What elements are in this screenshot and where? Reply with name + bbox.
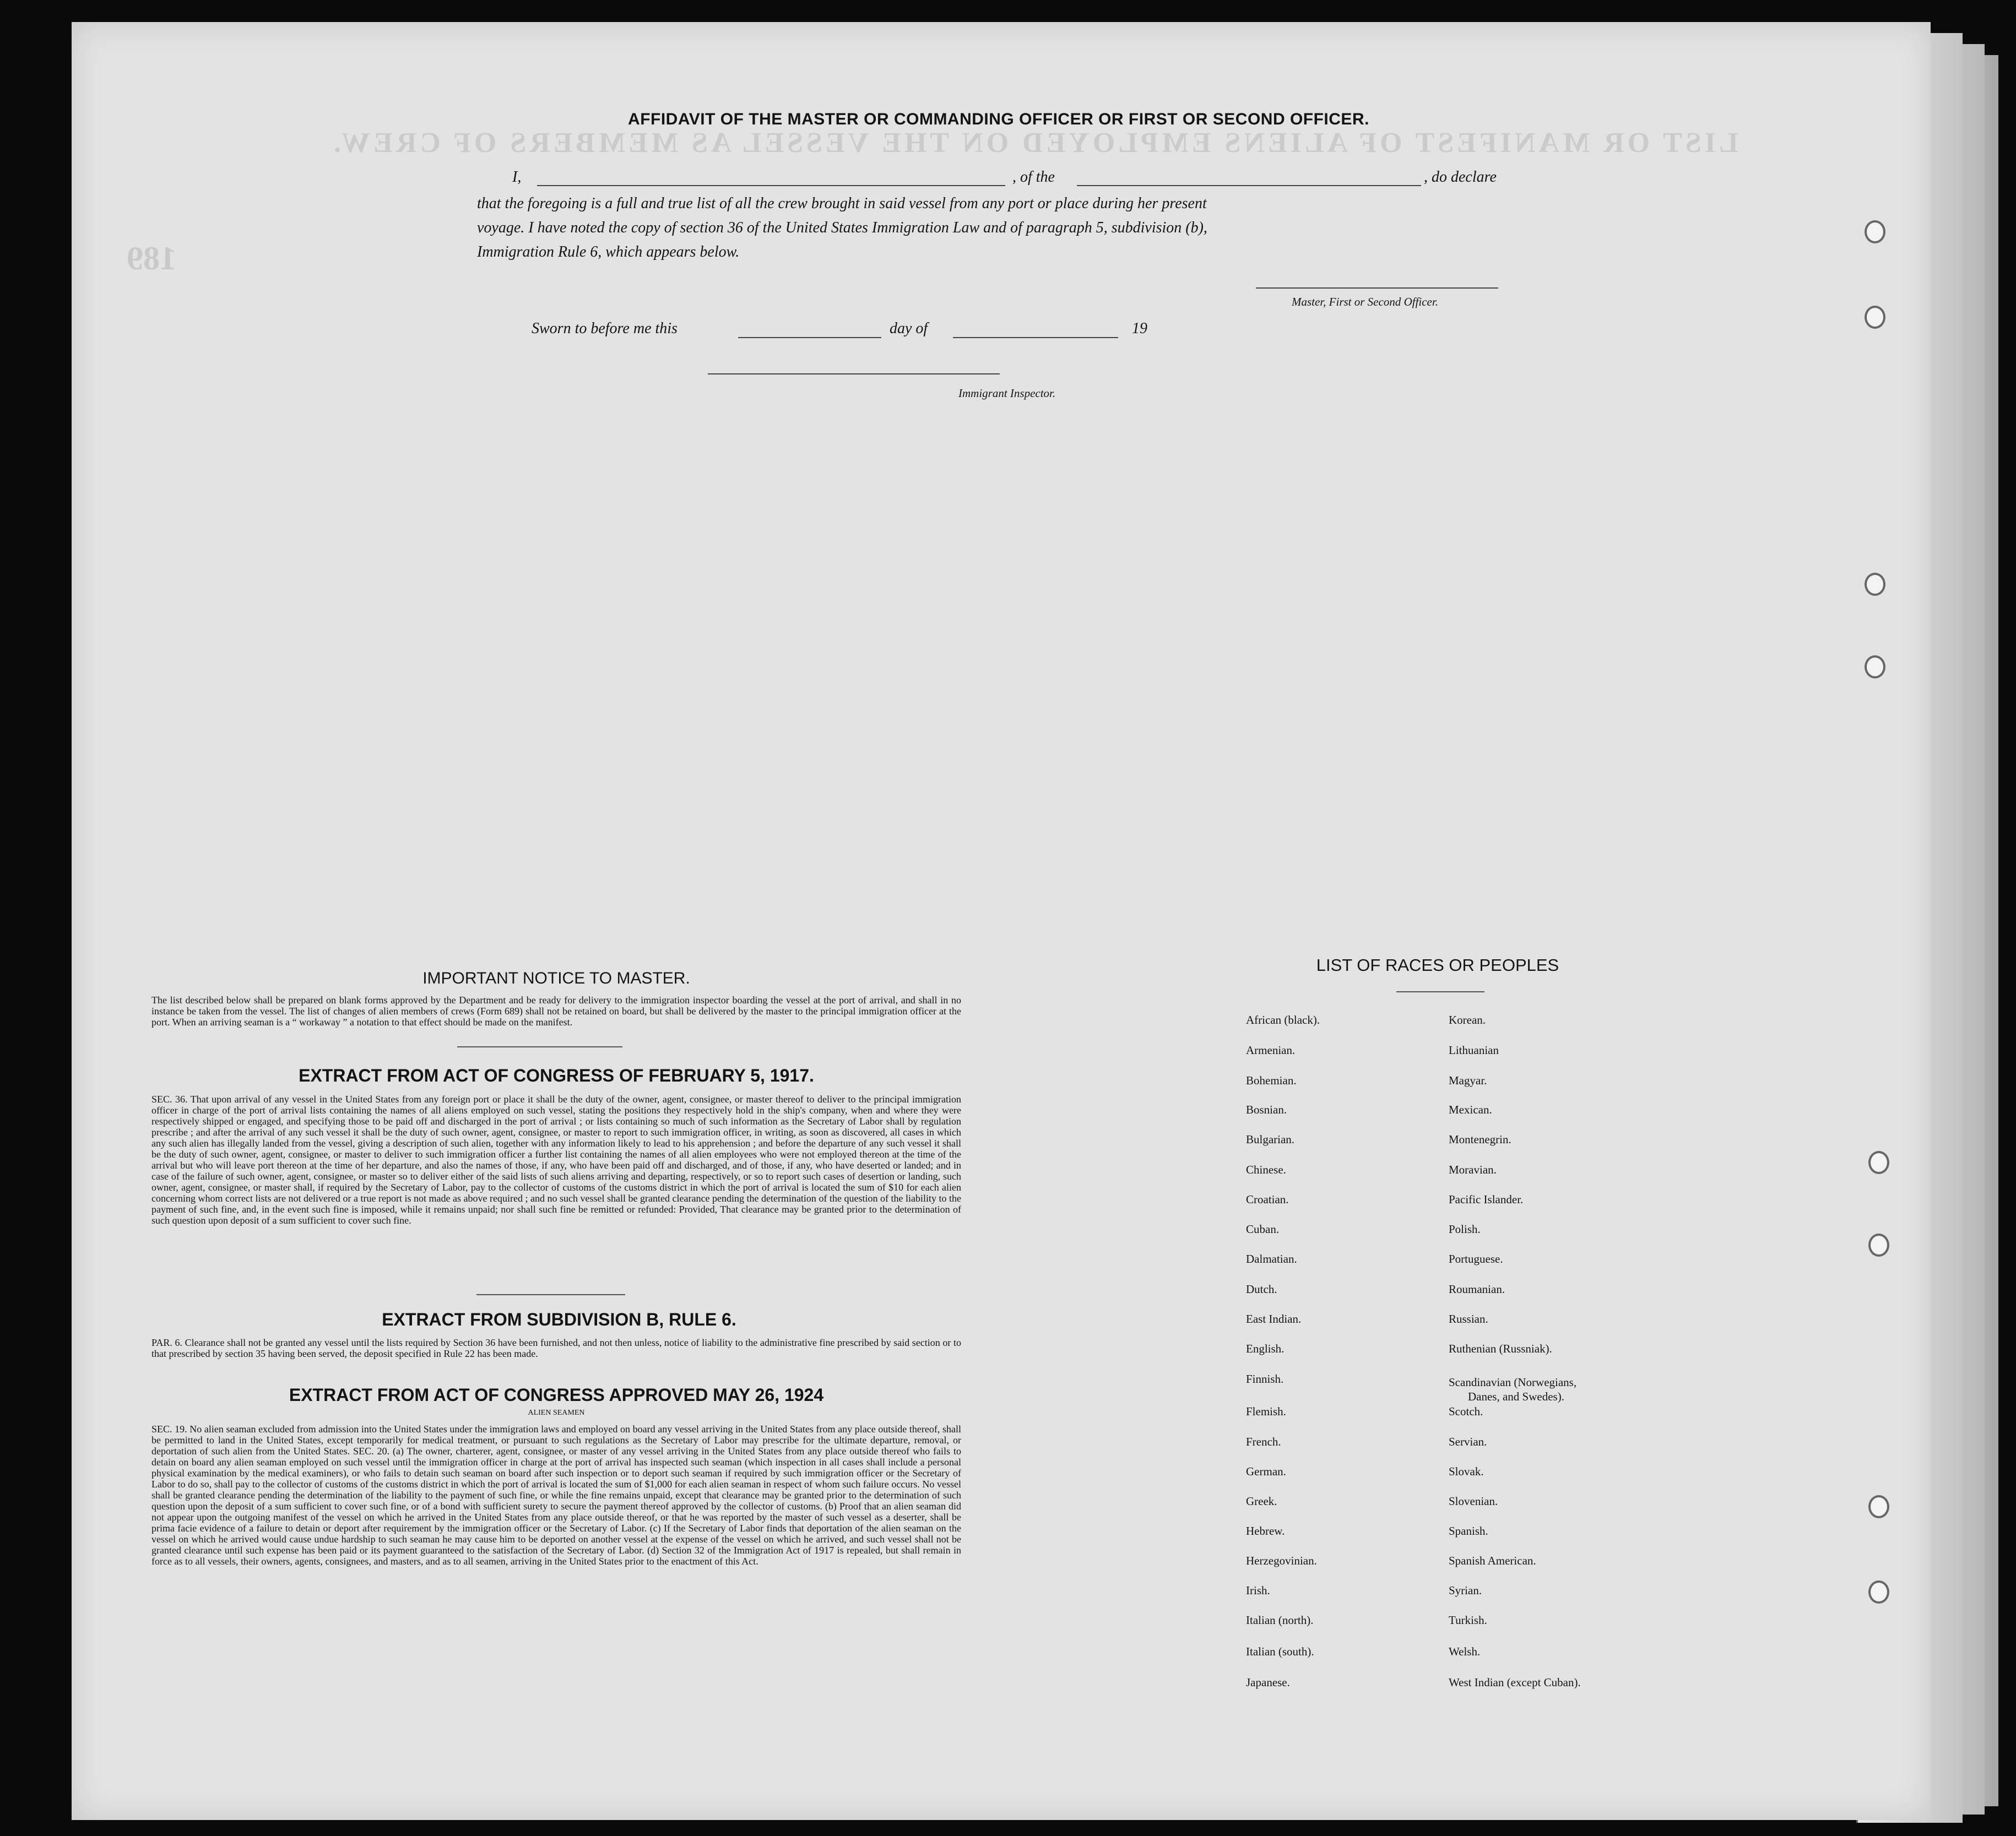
- race-item: Dalmatian.: [1246, 1252, 1297, 1265]
- race-item: Italian (south).: [1246, 1645, 1314, 1658]
- race-item: Magyar.: [1449, 1074, 1487, 1087]
- punch-hole: [1865, 655, 1885, 678]
- notice-title: IMPORTANT NOTICE TO MASTER.: [422, 969, 690, 987]
- race-item: Scotch.: [1449, 1405, 1483, 1418]
- race-item: Korean.: [1449, 1013, 1486, 1026]
- divider: [1396, 991, 1484, 992]
- notice-body: The list described below shall be prepared on blank forms approved by the Department and be ready for delivery to the immigration inspector boarding the vessel at the port of arrival, and shall in no instance be taken from the vessel. The list of changes of alien members of crews (Form 689) shall not be retained on board, but shall be delivered by the master to the principal immigration officer at the port. When an arriving seaman is a “ workaway ” a notation to that effect should be made on the manifest.: [151, 995, 961, 1028]
- race-item: Pacific Islander.: [1449, 1193, 1524, 1206]
- race-item: Dutch.: [1246, 1283, 1277, 1296]
- race-item: Finnish.: [1246, 1372, 1284, 1386]
- race-item: Mexican.: [1449, 1103, 1492, 1116]
- race-item: Bulgarian.: [1246, 1133, 1295, 1146]
- race-item: East Indian.: [1246, 1312, 1302, 1326]
- affidavit-line-4: Immigration Rule 6, which appears below.: [477, 243, 740, 260]
- extract-rule6-body: PAR. 6. Clearance shall not be granted any vessel until the lists required by Section 36 have been furnished, and not then unless, notice of liability to the administrative fine prescribed by said section or to that prescribed by section 35 having been served, the deposit specified in Rule 22 has been made.: [151, 1337, 961, 1359]
- race-item: Hebrew.: [1246, 1524, 1285, 1538]
- inspector-label: Immigrant Inspector.: [958, 387, 1056, 400]
- sworn-day-field[interactable]: [738, 337, 881, 338]
- race-item-continuation: Danes, and Swedes).: [1468, 1390, 1564, 1403]
- race-item: African (black).: [1246, 1013, 1320, 1026]
- race-item: Irish.: [1246, 1584, 1270, 1597]
- race-item: Bohemian.: [1246, 1074, 1297, 1087]
- affidavit-line-2: that the foregoing is a full and true list of all the crew brought in said vessel from any port or place during her present: [477, 195, 1207, 212]
- race-item: Bosnian.: [1246, 1103, 1287, 1116]
- affidavit-do-declare-label: , do declare: [1424, 169, 1497, 186]
- race-item: Croatian.: [1246, 1193, 1289, 1206]
- race-item: Montenegrin.: [1449, 1133, 1511, 1146]
- extract-1924-body: SEC. 19. No alien seaman excluded from admission into the United States under the immigration laws and employed on board any vessel arriving in the United States from any place outside thereof, shall be permitted to land in the United States, except temporarily for medical treatment, or pursuant to such regulations as the Secretary of Labor may prescribe for the ultimate departure, removal, or deportation of such alien from the United States. SEC. 20. (a) The owner, charterer, agent, consignee, or master of any vessel arriving in the United States from any place outside thereof who fails to detain on board any alien seaman employed on such vessel until the immigration officer in charge at the port of arrival has inspected such seaman (which inspection in all cases shall include a personal physical examination by the medical examiners), or who fails to detain such seaman on board after such inspection or to deport such seaman if required by such immigration officer or the Secretary of Labor to do so, shall pay to the collector of customs of the customs district in which the port of arrival is located the sum of $1,000 for each alien seaman in respect of whom such failure occurs. No vessel shall be granted clearance pending the determination of the liability to the payment of such fine, or while the fine remains unpaid, except that clearance may be granted prior to the determination of such question upon the deposit of a sum sufficient to cover such fine, or of a bond with sufficient surety to secure the payment thereof approved by the collector of customs. (b) Proof that an alien seaman did not appear upon the outgoing manifest of the vessel on which he arrived in the United States from any place outside thereof, or that he was reported by the master of such vessel as a deserter, shall be prima facie evidence of a failure to detain or deport after requirement by the immigration officer or the Secretary of Labor. (c) If the Secretary of Labor finds that deportation of the alien seaman on the vessel on which he arrived would cause undue hardship to such seaman he may cause him to be deported on another vessel at the expense of the vessel on which he arrived, and such vessel shall not be granted clearance until such expense has been paid or its payment guaranteed to the satisfaction of the Secretary of Labor. (d) Section 32 of the Immigration Act of 1917 is repealed, but shall remain in force as to all vessels, their owners, agents, consignees, and masters, and as to all seamen, arriving in the United States prior to the enactment of this Act.: [151, 1424, 961, 1567]
- extract-1917-body: SEC. 36. That upon arrival of any vessel in the United States from any foreign port or place it shall be the duty of the owner, agent, consignee, or master thereof to deliver to the principal immigration officer in charge of the port of arrival lists containing the names of all aliens employed on such vessel, stating the positions they respectively hold in the ship's company, when and where they were respectively shipped or engaged, and specifying those to be paid off and discharged in the port of arrival ; or lists containing so much of such information as the Secretary of Labor shall by regulation prescribe ; and after the arrival of any such vessel it shall be the duty of such owner, agent, consignee, or master to report to such immigration officer, in writing, as soon as discovered, all cases in which any such alien has illegally landed from the vessel, giving a description of such alien, together with any information likely to lead to his apprehension ; and before the departure of any such vessel it shall be the duty of such owner, agent, consignee, or master to deliver to such immigration officer a further list containing the names of all alien employees who were not employed thereon at the time of the arrival but who will leave port thereon at the time of her departure, and also the names of those, if any, who have been paid off and discharged, and of those, if any, who have deserted or landed; and in case of the failure of such owner, agent, consignee, or master so to deliver either of the said lists of such aliens arriving and departing, respectively, or so to report such cases of desertion or landing, such owner, agent, consignee, or master shall, if required by the Secretary of Labor, pay to the collector of customs of the customs district in which the port of arrival is located the sum of $10 for each alien concerning whom correct lists are not delivered or a true report is not made as above required ; and no such vessel shall be granted clearance pending the determination of the question of the liability to the payment of such fine, and, in the event such fine is imposed, while it remains unpaid; nor shall such fine be remitted or refunded: Provided, That clearance may be granted prior to the determination of such question upon deposit of a sum sufficient to cover such fine.: [151, 1094, 961, 1226]
- punch-hole: [1868, 1495, 1889, 1518]
- punch-hole: [1865, 573, 1885, 596]
- ghost-number: 189: [127, 240, 176, 276]
- race-item: Slovak.: [1449, 1465, 1484, 1478]
- extract-1924-title: EXTRACT FROM ACT OF CONGRESS APPROVED MAY 26, 1924: [289, 1385, 824, 1405]
- punch-hole: [1865, 220, 1885, 243]
- race-item: Herzegovinian.: [1246, 1554, 1317, 1567]
- affidavit-line-3: voyage. I have noted the copy of section 36 of the United States Immigration Law and of paragraph 5, subdivision (b),: [477, 219, 1207, 236]
- punch-hole: [1865, 306, 1885, 329]
- race-item: English.: [1246, 1342, 1285, 1355]
- race-item: West Indian (except Cuban).: [1449, 1676, 1581, 1689]
- sworn-month-field[interactable]: [953, 337, 1118, 338]
- affidavit-of-the-label: , of the: [1012, 169, 1055, 186]
- race-item: Moravian.: [1449, 1163, 1497, 1176]
- race-item: Ruthenian (Russniak).: [1449, 1342, 1552, 1355]
- race-item: Syrian.: [1449, 1584, 1482, 1597]
- race-item: Greek.: [1246, 1495, 1277, 1508]
- races-title: LIST OF RACES OR PEOPLES: [1316, 955, 1559, 975]
- punch-hole: [1868, 1580, 1889, 1604]
- affidavit-i-label: I,: [512, 169, 522, 186]
- signature-label: Master, First or Second Officer.: [1292, 295, 1438, 308]
- race-item: Chinese.: [1246, 1163, 1286, 1176]
- race-item: Slovenian.: [1449, 1495, 1498, 1508]
- race-item: Japanese.: [1246, 1676, 1290, 1689]
- affidavit-title: AFFIDAVIT OF THE MASTER OR COMMANDING OFFICER OR FIRST OR SECOND OFFICER.: [628, 110, 1369, 128]
- master-name-field[interactable]: [537, 185, 1005, 186]
- year-prefix: 19: [1132, 320, 1147, 337]
- race-item: Cuban.: [1246, 1223, 1280, 1236]
- race-item: Spanish American.: [1449, 1554, 1536, 1567]
- race-item: German.: [1246, 1465, 1286, 1478]
- vessel-name-field[interactable]: [1077, 185, 1421, 186]
- race-item: Armenian.: [1246, 1044, 1296, 1057]
- race-item: French.: [1246, 1435, 1281, 1448]
- race-item: Italian (north).: [1246, 1614, 1314, 1627]
- race-item: Lithuanian: [1449, 1044, 1499, 1057]
- race-item: Spanish.: [1449, 1524, 1488, 1538]
- divider: [457, 1046, 622, 1047]
- sworn-label: Sworn to before me this: [532, 320, 678, 337]
- race-item: Servian.: [1449, 1435, 1487, 1448]
- race-item: Russian.: [1449, 1312, 1488, 1326]
- extract-1924-subtitle: ALIEN SEAMEN: [528, 1409, 585, 1417]
- punch-hole: [1868, 1151, 1889, 1174]
- inspector-signature-line[interactable]: [708, 373, 1000, 374]
- punch-hole: [1868, 1234, 1889, 1257]
- race-item: Polish.: [1449, 1223, 1481, 1236]
- race-item: Roumanian.: [1449, 1283, 1505, 1296]
- extract-rule6-title: EXTRACT FROM SUBDIVISION B, RULE 6.: [382, 1310, 736, 1329]
- ghost-header: LIST OR MANIFEST OF ALIENS EMPLOYED ON THE VESSEL AS MEMBERS OF CREW.: [330, 127, 1738, 159]
- race-item: Turkish.: [1449, 1614, 1487, 1627]
- signature-line[interactable]: [1256, 287, 1498, 289]
- race-item: Portuguese.: [1449, 1252, 1503, 1265]
- race-item: Welsh.: [1449, 1645, 1481, 1658]
- race-item: Flemish.: [1246, 1405, 1286, 1418]
- race-item: Scandinavian (Norwegians,: [1449, 1376, 1577, 1389]
- day-of-label: day of: [890, 320, 928, 337]
- divider: [476, 1294, 625, 1295]
- extract-1917-title: EXTRACT FROM ACT OF CONGRESS OF FEBRUARY 5, 1917.: [299, 1066, 814, 1085]
